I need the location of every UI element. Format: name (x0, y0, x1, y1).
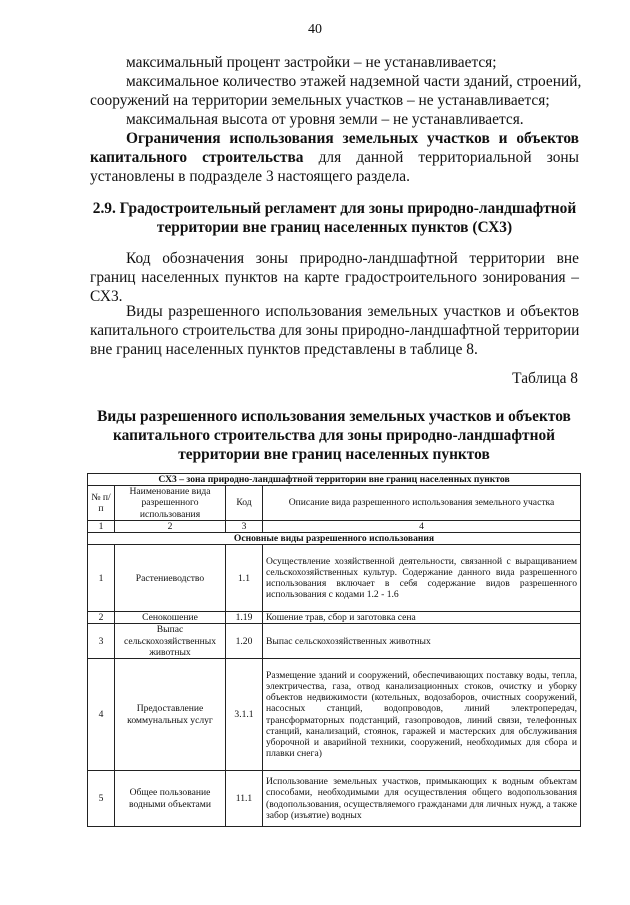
zone-header-row (88, 474, 581, 486)
section-paragraph-code (90, 249, 579, 306)
types-line-1: Виды разрешенного использования земельных участков и объектов (126, 303, 579, 320)
row-num: 2 (88, 612, 115, 624)
col-number: 2 (115, 520, 226, 532)
row-desc: Размещение зданий и сооружений, обеспечивающих поставку воды, тепла, электричества, газа, отвод канализационных стоков, очистку и уборку объектов недвижимости (котельных, водозаборов, очистных сооружений, насосных станций, водопроводов, линий электропередач, трансформаторных подстанций, газопроводов, линий связи, телефонных станций, канализаций, стоянок, гаражей и мастерских для обслуживания уборочной и аварийной техники, сооружений, необходимых для сбора и плавки снега) (263, 659, 581, 771)
intro-line-floors-cont: сооружений на территории земельных участков – не устанавливается; (90, 92, 550, 109)
intro-line-floors: максимальное количество этажей надземной части зданий, строений, (126, 73, 582, 90)
zone-header-cell: СХ3 – зона природно-ландшафтной территории вне границ населенных пунктов (88, 474, 581, 486)
row-desc: Осуществление хозяйственной деятельности, связанной с выращиванием сельскохозяйственных культур. Содержание данного вида разрешенного использования включает в себя содержание видов разрешенного использования с кодами 1.2 - 1.6 (263, 545, 581, 612)
row-name: Предоставление коммунальных услуг (115, 659, 226, 771)
table-row (88, 771, 581, 827)
intro-line-height: максимальная высота от уровня земли – не устанавливается. (126, 111, 524, 128)
table-label: Таблица 8 (512, 370, 578, 387)
col-header-num: № п/п (88, 486, 115, 521)
row-name: Общее пользование водными объектами (115, 771, 226, 827)
row-num: 1 (88, 545, 115, 612)
row-num: 5 (88, 771, 115, 827)
types-line-2: капитального строительства для зоны природно-ландшафтной территории (90, 322, 580, 339)
code-line-2: границ населенных пунктов на карте градостроительного зонирования – (90, 269, 579, 286)
restrictions-bold-part: капитального строительства (90, 149, 304, 166)
restrictions-line-2 (90, 148, 579, 167)
table-row (88, 545, 581, 612)
row-desc: Кошение трав, сбор и заготовка сена (263, 612, 581, 624)
column-number-row (88, 520, 581, 532)
page-number: 40 (308, 22, 322, 37)
row-code: 11.1 (226, 771, 263, 827)
col-number: 4 (263, 520, 581, 532)
col-header-name: Наименование вида разрешенного использования (115, 486, 226, 521)
table-row (88, 659, 581, 771)
table-title-line-3: территории вне границ населенных пунктов (178, 446, 490, 463)
row-name: Сенокошение (115, 612, 226, 624)
group-header-cell: Основные виды разрешенного использования (88, 533, 581, 545)
code-line-3: СХ3. (90, 288, 123, 305)
section-heading-line-1: 2.9. Градостроительный регламент для зоны природно-ландшафтной (92, 200, 577, 217)
intro-line-build-percent: максимальный процент застройки – не устанавливается; (126, 54, 497, 71)
col-header-desc: Описание вида разрешенного использования земельного участка (263, 486, 581, 521)
table-row (88, 612, 581, 624)
column-header-row (88, 486, 581, 521)
section-paragraph-types (90, 302, 579, 359)
table-title (70, 407, 598, 464)
table-title-line-2: капитального строительства для зоны природно-ландшафтной (112, 427, 556, 444)
section-heading-line-2: территории вне границ населенных пунктов (СХ3) (156, 219, 513, 236)
col-number: 1 (88, 520, 115, 532)
row-num: 3 (88, 624, 115, 659)
row-name: Растениеводство (115, 545, 226, 612)
types-line-3: вне границ населенных пунктов представлены в таблице 8. (90, 341, 478, 358)
row-code: 1.19 (226, 612, 263, 624)
table-row (88, 624, 581, 659)
restrictions-rest-part: для данной территориальной зоны (318, 149, 579, 166)
row-desc: Использование земельных участков, примыкающих к водным объектам способами, необходимыми для осуществления общего водопользования (водопользования, осуществляемого гражданами для личных нужд, а также забор (изъятие) водных (263, 771, 581, 827)
restrictions-line-3: установлены в подразделе 3 настоящего раздела. (90, 168, 410, 185)
col-number: 3 (226, 520, 263, 532)
code-line-1: Код обозначения зоны природно-ландшафтной территории вне (126, 250, 579, 267)
row-num: 4 (88, 659, 115, 771)
col-header-code: Код (226, 486, 263, 521)
row-code: 1.20 (226, 624, 263, 659)
table-title-line-1: Виды разрешенного использования земельных участков и объектов (97, 408, 571, 425)
restrictions-line-1: Ограничения использования земельных участков и объектов (126, 130, 579, 147)
group-header-row (88, 533, 581, 545)
row-code: 3.1.1 (226, 659, 263, 771)
row-desc: Выпас сельскохозяйственных животных (263, 624, 581, 659)
section-heading (90, 199, 579, 237)
land-use-table (87, 473, 581, 827)
row-name: Выпас сельскохозяйственных животных (115, 624, 226, 659)
intro-block (90, 53, 582, 186)
row-code: 1.1 (226, 545, 263, 612)
